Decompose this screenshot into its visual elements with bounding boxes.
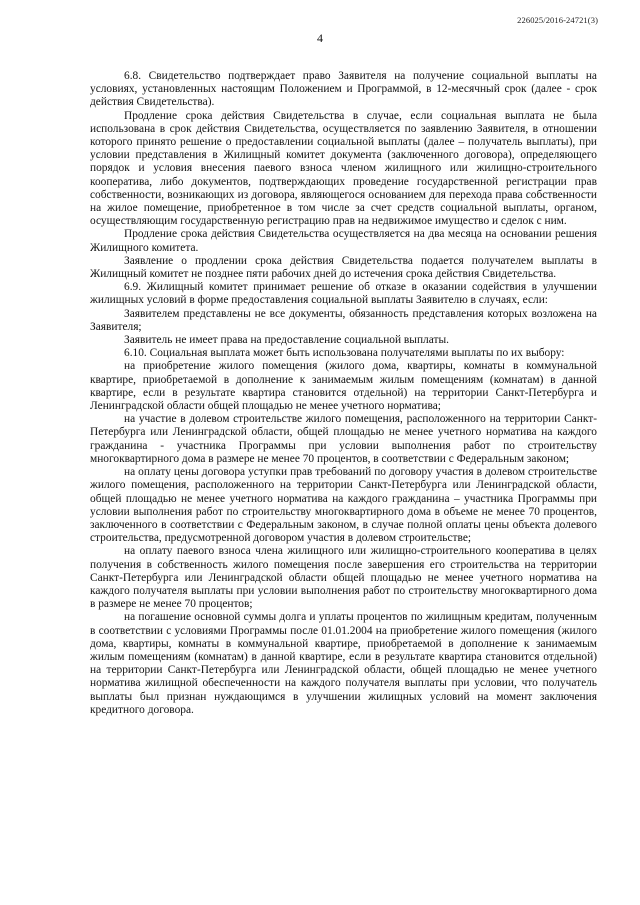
paragraph-6-9: 6.9. Жилищный комитет принимает решение об отказе в оказании содействия в улучшении жилищных условий в форме предоставления социальной выплаты Заявителю в случаях, если: bbox=[90, 281, 597, 307]
paragraph-extension-period: Продление срока действия Свидетельства осуществляется на два месяца на основании решения Жилищного комитета. bbox=[90, 228, 597, 254]
paragraph-extension-application: Заявление о продлении срока действия Свидетельства подается получателем выплаты в Жилищный комитет не позднее пяти рабочих дней до истечения срока действия Свидетельства. bbox=[90, 254, 597, 281]
paragraph-refusal-no-right: Заявитель не имеет права на предоставление социальной выплаты. bbox=[124, 334, 449, 347]
document-registration-number: 226025/2016-24721(3) bbox=[517, 15, 598, 25]
document-body bbox=[90, 70, 597, 717]
paragraph-use-loan-repayment: на погашение основной суммы долга и уплаты процентов по жилищным кредитам, полученным в соответствии с условиями Программы после 01.01.2004 на приобретение жилого помещения (жилого дома, квартиры, комнаты в коммунальной квартире, приобретаемой в дополнение к занимаемым жилым помещениям (комнатам) в данной квартире, если в результате квартира становится отдельной) на территории Санкт-Петербурга или Ленинградской области, общей площадью не менее учетного норматива жилищной обеспеченности на каждого получателя выплаты при условии, что получатель выплаты был признан нуждающимся в улучшении жилищных условий на момент заключения кредитного договора. bbox=[90, 611, 597, 716]
paragraph-use-purchase: на приобретение жилого помещения (жилого дома, квартиры, комнаты в коммунальной квартире, приобретаемой в дополнение к занимаемым жилым помещениям (комнатам) в данной квартире, если в результате квартира становится отдельной) на территории Санкт-Петербурга и Ленинградской области общей площадью не менее учетного норматива; bbox=[90, 360, 597, 413]
paragraph-6-10: 6.10. Социальная выплата может быть использована получателями выплаты по их выбору: bbox=[124, 347, 565, 360]
page-number: 4 bbox=[317, 31, 323, 45]
paragraph-use-assignment: на оплату цены договора уступки прав требований по договору участия в долевом строительстве жилого помещения, расположенного на территории Санкт-Петербурга или Ленинградской области, общей площадью не менее учетного норматива на каждого гражданина – участника Программы при условии выполнения работ по строительству многоквартирного дома в объеме не менее 70 процентов, заключенного в соответствии с Федеральным законом, в случае полной оплаты цены объекта долевого строительства, предусмотренной договором участия в долевом строительстве; bbox=[90, 466, 597, 545]
paragraph-extension-conditions: Продление срока действия Свидетельства в случае, если социальная выплата не была использована в срок действия Свидетельства, осуществляется по заявлению Заявителя, в отношении которого принято решение о предоставлении социальной выплаты (далее – получатель выплаты), при условии представления в Жилищный комитет документа (заключенного договора), определяющего порядок и условия внесения паевого взноса членом жилищного или жилищно-строительного кооператива, либо документов, подтверждающих проведение государственной регистрации прав собственности, возникающих из договора, являющегося основанием для перехода права собственности на жилое помещение, приобретенное в том числе за счет средств социальной выплаты, органом, осуществляющим государственную регистрацию прав на недвижимое имущество и сделок с ним. bbox=[90, 109, 597, 228]
paragraph-refusal-documents: Заявителем представлены не все документы, обязанность представления которых возложена на Заявителя; bbox=[90, 307, 597, 333]
paragraph-use-shared-construction: на участие в долевом строительстве жилого помещения, расположенного на территории Санкт-Петербурга или Ленинградской области, общей площадью не менее учетного норматива на каждого гражданина - участника Программы при условии выполнения работ по строительству многоквартирного дома в размере не менее 70 процентов, в соответствии с Федеральным законом; bbox=[90, 413, 597, 465]
paragraph-use-cooperative: на оплату паевого взноса члена жилищного или жилищно-строительного кооператива в целях получения в собственность жилого помещения после завершения его строительства на территории Санкт-Петербурга или Ленинградской области общей площадью не менее учетного норматива на каждого получателя выплаты при условии выполнения работ по строительству многоквартирного дома в размере не менее 70 процентов; bbox=[90, 545, 597, 611]
paragraph-6-8: 6.8. Свидетельство подтверждает право Заявителя на получение социальной выплаты на условиях, установленных настоящим Положением и Программой, в 12-месячный срок (далее - срок действия Свидетельства). bbox=[90, 70, 597, 109]
